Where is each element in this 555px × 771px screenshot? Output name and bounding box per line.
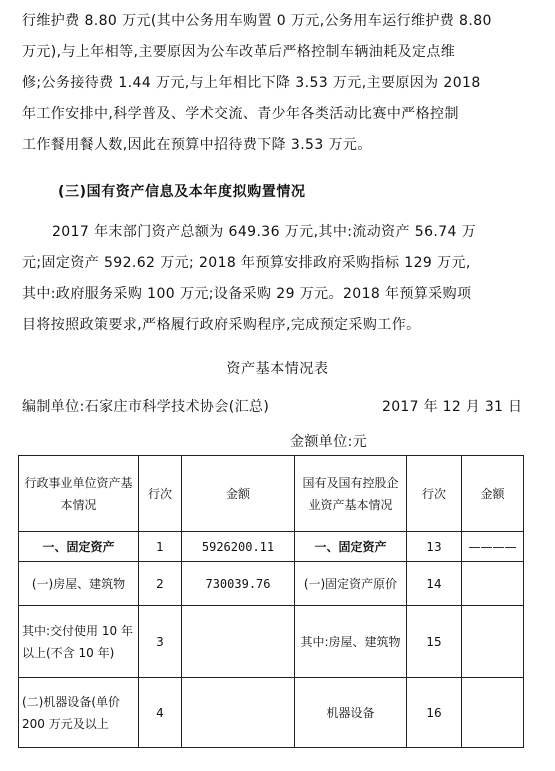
row-amount-2 — [462, 562, 524, 606]
paragraph-assets — [22, 217, 534, 341]
row-item-2: 一、固定资产 — [295, 532, 407, 562]
section-heading: (三)国有资产信息及本年度拟购置情况 — [58, 184, 306, 200]
header-admin-assets: 行政事业单位资产基本情况 — [19, 456, 139, 532]
header-amount-2: 金额 — [462, 456, 524, 532]
header-enterprise-assets: 国有及国有控股企业资产基本情况 — [295, 456, 407, 532]
row-item: 一、固定资产 — [19, 532, 139, 562]
header-amount: 金额 — [182, 456, 295, 532]
asset-table — [18, 455, 524, 748]
text-line: 2017 年末部门资产总额为 649.36 万元,其中:流动资产 56.74 万 — [52, 224, 477, 240]
row-item-2: 机器设备 — [295, 678, 407, 748]
row-line-2: 13 — [407, 532, 462, 562]
row-item: 其中:交付使用 10 年以上(不含 10 年) — [19, 606, 139, 678]
row-amount-2: ———— — [462, 532, 524, 562]
text-line: 行维护费 8.80 万元(其中公务用车购置 0 万元,公务用车运行维护费 8.80 — [22, 13, 492, 29]
row-line: 2 — [139, 562, 182, 606]
table-row — [19, 678, 524, 748]
row-item: (二)机器设备(单价 200 万元及以上 — [19, 678, 139, 748]
row-amount — [182, 678, 295, 748]
row-line: 4 — [139, 678, 182, 748]
text-line: 其中:政府服务采购 100 万元;设备采购 29 万元。2018 年预算采购项 — [22, 286, 472, 302]
table-title: 资产基本情况表 — [226, 361, 329, 377]
compile-unit: 编制单位:石家庄市科学技术协会(汇总) — [22, 399, 270, 415]
row-item-2: (一)固定资产原价 — [295, 562, 407, 606]
row-line: 3 — [139, 606, 182, 678]
row-amount: 730039.76 — [182, 562, 295, 606]
table-header-row — [19, 456, 524, 532]
row-amount — [182, 606, 295, 678]
row-item: (一)房屋、建筑物 — [19, 562, 139, 606]
text-line: 修;公务接待费 1.44 万元,与上年相比下降 3.53 万元,主要原因为 2018 — [22, 75, 481, 91]
paragraph-vehicle-expenses — [22, 6, 534, 161]
row-amount-2 — [462, 606, 524, 678]
row-line: 1 — [139, 532, 182, 562]
table-row — [19, 562, 524, 606]
text-line: 年工作安排中,科学普及、学术交流、青少年各类活动比赛中严格控制 — [22, 106, 459, 122]
amount-unit: 金额单位:元 — [290, 434, 368, 450]
row-item-2: 其中:房屋、建筑物 — [295, 606, 407, 678]
text-line: 目将按照政策要求,严格履行政府采购程序,完成预定采购工作。 — [22, 317, 421, 333]
row-line-2: 16 — [407, 678, 462, 748]
header-line-no-2: 行次 — [407, 456, 462, 532]
row-line-2: 15 — [407, 606, 462, 678]
row-amount: 5926200.11 — [182, 532, 295, 562]
text-line: 万元),与上年相等,主要原因为公车改革后严格控制车辆油耗及定点维 — [22, 44, 456, 60]
row-amount-2 — [462, 678, 524, 748]
text-line: 元;固定资产 592.62 万元; 2018 年预算安排政府采购指标 129 万元, — [22, 255, 471, 271]
table-row — [19, 532, 524, 562]
header-line-no: 行次 — [139, 456, 182, 532]
row-line-2: 14 — [407, 562, 462, 606]
report-date: 2017 年 12 月 31 日 — [382, 399, 523, 415]
table-row — [19, 606, 524, 678]
text-line: 工作餐用餐人数,因此在预算中招待费下降 3.53 万元。 — [22, 137, 372, 153]
